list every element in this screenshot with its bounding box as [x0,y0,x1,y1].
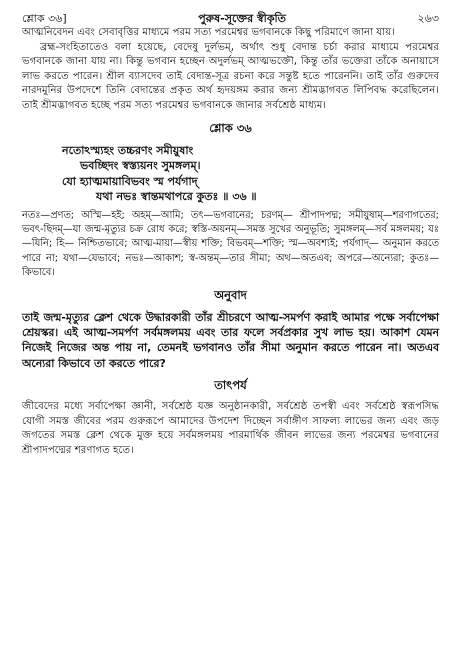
verse-line-4: যথা নভঃ স্বান্তমথাপরে কুতঃ ॥ ৩৬ ॥ [96,190,257,204]
translation-heading: অনুবাদ [214,287,247,302]
purport-heading: তাৎপর্য [214,378,247,393]
translation-text: তাই জন্ম-মৃত্যুর ক্লেশ থেকে উদ্ধারকারী তাঁর শ্রীচরণে আত্ম-সমর্পণ করাই আমার পক্ষে সর্বাপেক্ষা শ্রেয়স্কর। এই আত্ম-সমর্পণ সর্বমঙ্গলময় এবং তার ফলে সর্বপ্রকার সুখ লাভ হয়। আকাশ যেমন নিজেই নিজের অন্ত পায় না, তেমনই ভগবানও তাঁর সীমা অনুমান করতে পারেন না। অতএব অন্যেরা কিভাবে তা করতে পারে? [22,310,439,370]
page-number: ২৬৩ [417,12,439,25]
verse-heading: শ্লোক ৩৬ [209,120,252,135]
intro-paragraph-2: ব্রহ্ম-সংহিতাতেও বলা হয়েছে, বেদেষু দুর্লভম্, অর্থাৎ শুধু বেদান্ত চর্চা করার মাধ্যমে পরমেশ্বর ভগবানকে জানা যায় না। কিন্তু ভগবান হচ্ছেন অদুর্লভম্ আত্মভক্তৌ, কিন্তু তাঁর ভক্তেরা তাঁকে অনায়াসে লাভ করতে পারেন। শ্রীল ব্যাসদেব তাই বেদান্ত-সূত্র রচনা করে সন্তুষ্ট হতে পারেননি। তাই তাঁর গুরুদেব নারদমুনির উপদেশে তিনি বেদান্তের প্রকৃত অর্থ হৃদয়ঙ্গম করার জন্য শ্রীমদ্ভাগবত লিপিবদ্ধ করেছিলেন। তাই শ্রীমদ্ভাগবত হচ্ছে পরম সত্য পরমেশ্বর ভগবানকে জানার সর্বশ্রেষ্ঠ মাধ্যম। [22,41,439,111]
running-header [22,10,439,26]
word-for-word-synonyms: নতঃ—প্রণত; অস্মি—হই; অহম্—আমি; তৎ—ভগবানের; চরণম্— শ্রীপাদপদ্ম; সমীয়ুষাম্—শরণাগতের; ভবৎ-ছিদম্—যা জন্ম-মৃত্যুর চক্র রোধ করে; স্বস্তি-অয়নম্—সমস্ত সুখের অনুভূতি; সুমঙ্গলম্—সর্ব মঙ্গলময়; যঃ—যিনি; হি— নিশ্চিতভাবে; আত্ম-মায়া—স্বীয় শক্তি; বিভবম্—শক্তি; স্ম—অবশ্যই; পর্যগাদ্— অনুমান করতে পারে না; যথা—যেভাবে; নভঃ—আকাশ; স্ব-অন্তম্—তার সীমা; অথ—অতএব; অপরে—অন্যেরা; কুতঃ—কিভাবে। [22,209,439,279]
purport-text: জীবেদের মধ্যে সর্বাপেক্ষা জ্ঞানী, সর্বশ্রেষ্ঠ যজ্ঞ অনুষ্ঠানকারী, সর্বশ্রেষ্ঠ তপস্বী এবং সর্বশ্রেষ্ঠ স্বরূপসিদ্ধ যোগী সমস্ত জীবের পরম গুরুরূপে আমাদের উপদেশ দিচ্ছেন সর্বাঙ্গীণ সাফল্য লাভের জন্য এবং জড় জগতের সমস্ত ক্লেশ থেকে মুক্ত হয়ে সর্বমঙ্গলময় পারমার্থিক জীবন লাভের জন্য পরমেশ্বর ভগবানের শ্রীপাদপদ্মের শরণাগত হতে। [22,401,439,456]
header-chapter-title: পুরুষ-সূক্তের স্বীকৃতি [198,12,286,25]
sanskrit-verse [22,143,439,205]
header-verse-ref: শ্লোক ৩৬] [22,12,67,25]
verse-line-1: নতোঽস্ম্যহং তচ্চরণং সমীয়ুষাং [62,143,194,157]
intro-paragraph-1: আত্মনিবেদন এবং সেবাবৃত্তির মাধ্যমে পরম সত্য পরমেশ্বর ভগবানকে কিছু পরিমাণে জানা যায়। [22,27,395,38]
verse-line-2: ভবচ্ছিদং স্বস্ত্যয়নং সুমঙ্গলম্। [80,159,201,173]
verse-line-3: যো হ্যাত্মমায়াবিভবং স্ম পর্যগাদ্ [62,174,198,188]
